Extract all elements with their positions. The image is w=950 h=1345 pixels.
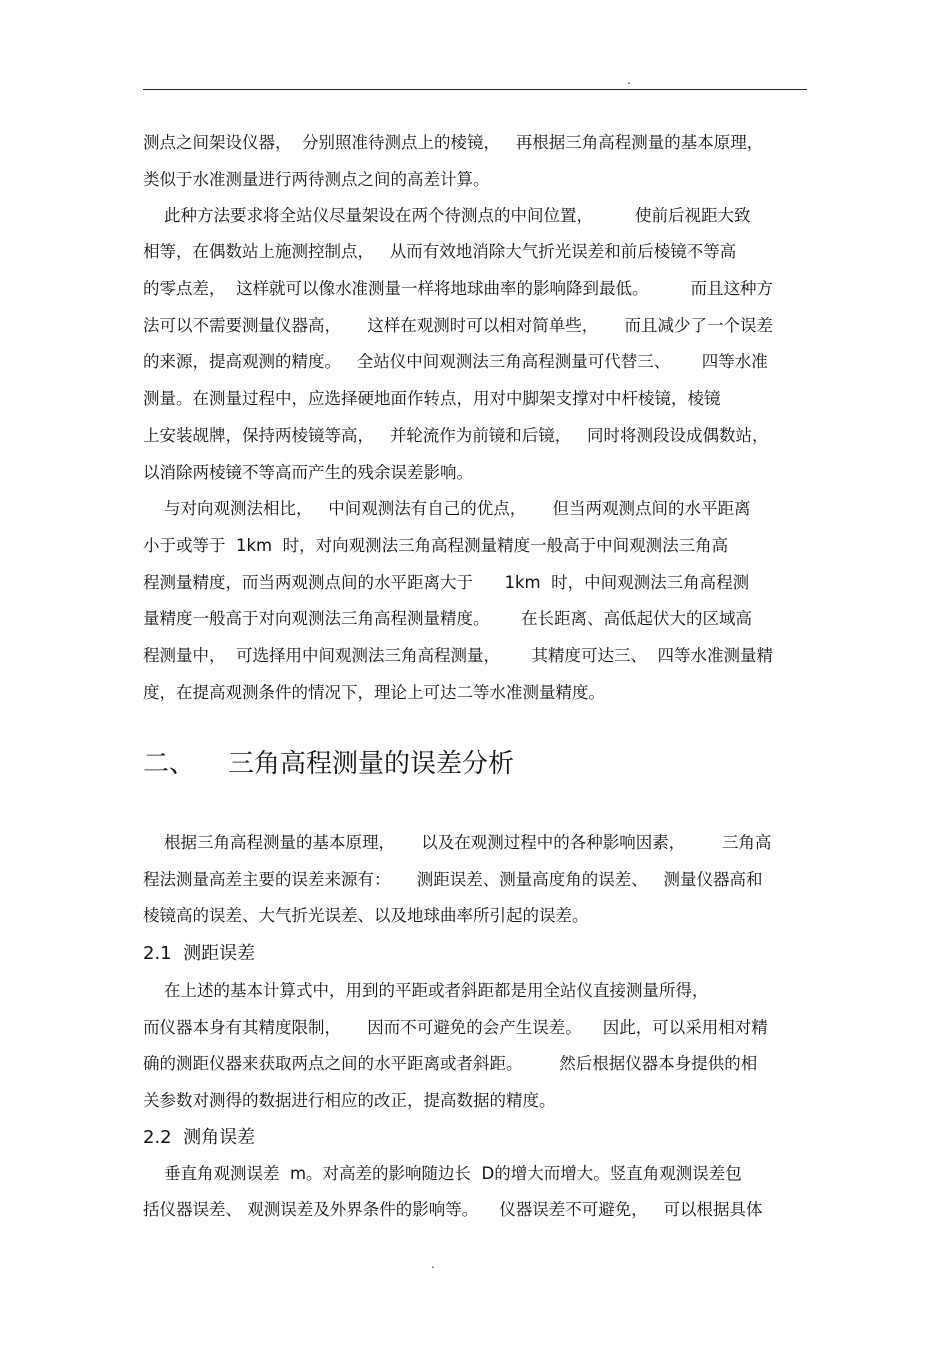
footer-mark: .: [431, 1257, 435, 1271]
text-line: 的零点差， 这样就可以像水准测量一样将地球曲率的影响降到最低。 而且这种方: [143, 279, 773, 298]
section-heading: 二、 三角高程测量的误差分析: [143, 749, 515, 779]
text-line: 测点之间架设仪器， 分别照准待测点上的棱镜， 再根据三角高程测量的基本原理，: [143, 133, 764, 152]
header-rule: [143, 89, 807, 90]
text-line: 此种方法要求将全站仪尽量架设在两个待测点的中间位置， 使前后视距大致: [143, 206, 751, 225]
text-line: 以消除两棱镜不等高而产生的残余误差影响。: [143, 463, 473, 482]
text-line: 棱镜高的误差、大气折光误差、以及地球曲率所引起的误差。: [143, 906, 589, 925]
subsection-title-angle-error: 2.2 测角误差: [143, 1127, 256, 1148]
text-line: 类似于水准测量进行两待测点之间的高差计算。: [143, 170, 490, 189]
text-line: 测量。在测量过程中，应选择硬地面作转点，用对中脚架支撑对中杆棱镜，棱镜: [143, 389, 721, 408]
text-line: 根据三角高程测量的基本原理， 以及在观测过程中的各种影响因素， 三角高: [143, 833, 772, 852]
text-line: 在上述的基本计算式中，用到的平距或者斜距都是用全站仪直接测量所得，: [143, 981, 709, 1000]
text-line: 程法测量高差主要的误差来源有： 测距误差、测量高度角的误差、 测量仪器高和: [143, 870, 763, 889]
text-line: 度，在提高观测条件的情况下，理论上可达二等水准测量精度。: [143, 683, 605, 702]
text-line: 确的测距仪器来获取两点之间的水平距离或者斜距。 然后根据仪器本身提供的相: [143, 1054, 758, 1073]
text-line: 小于或等于 1km 时，对向观测法三角高程测量精度一般高于中间观测法三角高: [143, 536, 729, 555]
text-line: 上安装觇牌，保持两棱镜等高， 并轮流作为前镜和后镜， 同时将测段设成偶数站，: [143, 426, 769, 445]
text-line: 关参数对测得的数据进行相应的改正，提高数据的精度。: [143, 1091, 556, 1110]
text-line: 程测量中， 可选择用中间观测法三角高程测量， 其精度可达三、 四等水准测量精: [143, 646, 773, 665]
header-mark: .: [627, 73, 631, 87]
subsection-title-ranging-error: 2.1 测距误差: [143, 943, 256, 964]
text-line: 量精度一般高于对向观测法三角高程测量精度。 在长距离、高低起伏大的区域高: [143, 609, 752, 628]
text-line: 与对向观测法相比， 中间观测法有自己的优点， 但当两观测点间的水平距离: [143, 499, 751, 518]
text-line: 程测量精度，而当两观测点间的水平距离大于 1km 时，中间观测法三角高程测: [143, 573, 750, 592]
text-line: 垂直角观测误差 m。对高差的影响随边长 D的增大而增大。竖直角观测误差包: [143, 1164, 742, 1183]
text-line: 括仪器误差、 观测误差及外界条件的影响等。 仪器误差不可避免， 可以根据具体: [143, 1200, 763, 1219]
text-line: 的来源，提高观测的精度。 全站仪中间观测法三角高程测量可代替三、 四等水准: [143, 352, 768, 371]
text-line: 而仪器本身有其精度限制， 因而不可避免的会产生误差。 因此，可以采用相对精: [143, 1018, 768, 1037]
text-line: 法可以不需要测量仪器高， 这样在观测时可以相对简单些， 而且减少了一个误差: [143, 316, 773, 335]
text-line: 相等，在偶数站上施测控制点， 从而有效地消除大气折光误差和前后棱镜不等高: [143, 242, 737, 261]
